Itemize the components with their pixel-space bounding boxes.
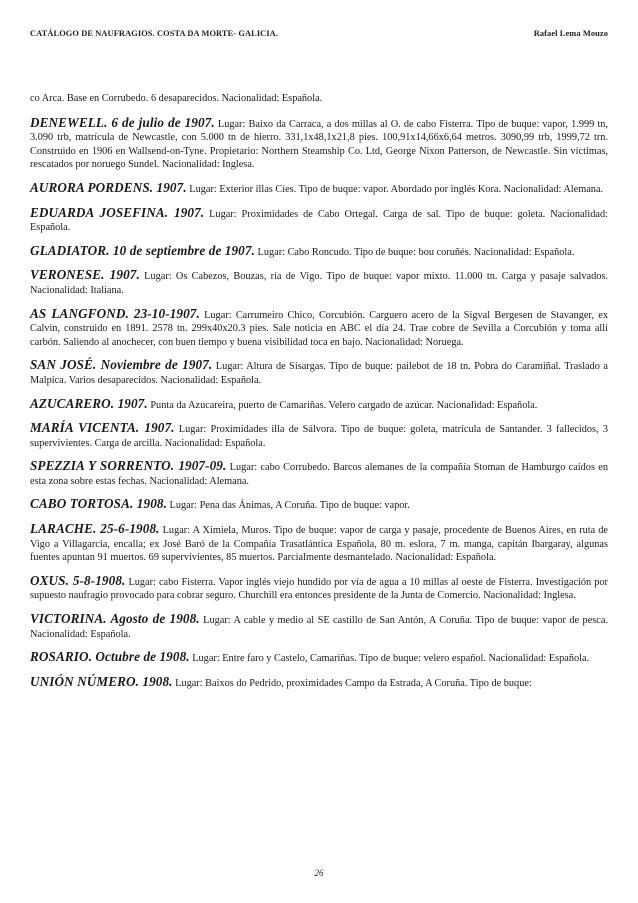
shipwreck-entry [30, 574, 608, 603]
entry-title: VERONESE. 1907. [30, 267, 140, 283]
entry-title: ROSARIO. Octubre de 1908. [30, 649, 190, 665]
entry-description: Lugar: Proximidades illa de Sálvora. Tipo de buque: goleta, matrícula de Santander. 3 fallecidos, 3 supervivientes. Carga de arcilla. Nacionalidad: Española. [30, 424, 609, 449]
shipwreck-entry [30, 650, 608, 666]
entry-title: UNIÓN NÚMERO. 1908. [30, 673, 173, 689]
shipwreck-entry [30, 206, 608, 235]
header-author: Rafael Lema Mouzo [533, 28, 608, 38]
entry-description: Lugar: Exterior illas Cíes. Tipo de buque: vapor. Abordado por inglés Kora. Nacionalidad: Alemana. [186, 183, 604, 195]
page-content [30, 92, 608, 699]
running-header [30, 27, 608, 39]
entry-title: EDUARDA JOSEFINA. 1907. [30, 204, 205, 220]
entry-description: Lugar: A cable y medio al SE castillo de San Antón, A Coruña. Tipo de buque: vapor de pesca. Nacionalidad: Española. [30, 615, 609, 640]
shipwreck-entry [30, 612, 608, 641]
entry-title: LARACHE. 25-6-1908. [30, 521, 160, 537]
shipwreck-entries [30, 116, 608, 691]
entry-description: Lugar: cabo Fisterra. Vapor inglés viejo hundido por vía de agua a 10 millas al oeste de Fisterra. Investigación por supuesto naufragio provocado para cobrar seguro. Churchill era entonces presidente de la Junta de Comercio. Nacionalidad: Inglesa. [30, 576, 608, 602]
entry-description: Lugar: cabo Corrubedo. Barcos alemanes de la compañía Stoman de Hamburgo caídos en esta zona sobre estas fechas. Nacionalidad: Alemana. [30, 462, 608, 487]
shipwreck-entry [30, 268, 608, 297]
entry-title: GLADIATOR. 10 de septiembre de 1907. [30, 242, 255, 258]
entry-description: Lugar: Entre faro y Castelo, Camariñas. Tipo de buque: velero español. Nacionalidad: Española. [189, 653, 590, 665]
entry-title: AZUCARERO. 1907. [30, 395, 148, 411]
shipwreck-entry [30, 459, 608, 488]
entry-description: Lugar: Os Cabezos, Bouzas, ría de Vigo. Tipo de buque: vapor mixto. 11.000 tn. Carga y pasaje salvados. Nacionalidad: Italiana. [30, 271, 608, 296]
shipwreck-entry [30, 181, 608, 197]
shipwreck-entry [30, 497, 608, 513]
entry-title: SPEZZIA Y SORRENTO. 1907-09. [30, 458, 227, 474]
shipwreck-entry [30, 116, 608, 172]
entry-description: Lugar: A Ximiela, Muros. Tipo de buque: vapor de carga y pasaje, procedente de Buenos Aires, en ruta de Vigo a Villagarcia, encalla; ex José Baró de la Compañía Trasatlántica Española, 80 m. eslora, 7 m. manga, capitán Ibargaray, algunas fuentes apuntan 91 muertos. 69 supervivientes, 85 muertos. Parcialmente desmantelado. Nacionalidad: Española. [30, 525, 609, 564]
shipwreck-entry [30, 397, 608, 413]
entry-description: Lugar: Cabo Roncudo. Tipo de buque: bou coruñés. Nacionalidad: Española. [254, 246, 575, 258]
entry-title: CABO TORTOSA. 1908. [30, 496, 167, 512]
shipwreck-entry [30, 421, 608, 450]
entry-description: Lugar: Pena das Ánimas, A Coruña. Tipo de buque: vapor. [166, 500, 410, 512]
entry-title: OXUS. 5-8-1908. [30, 572, 126, 588]
entry-description: Lugar: Baixos do Pedrido, proximidades Campo da Estrada, A Coruña. Tipo de buque: [172, 677, 532, 689]
entry-title: VICTORINA. Agosto de 1908. [30, 611, 200, 627]
shipwreck-entry [30, 244, 608, 260]
shipwreck-entry [30, 522, 608, 565]
entry-description: Lugar: Baixo da Carraca, a dos millas al O. de cabo Fisterra. Tipo de buque: vapor, 1.999 tn, 3.090 trb, matrícula de Newcastle, con 5.000 tn de hierro. 331,1x48,1x21,8 pies. 100,91x14,66x6,64 metros. 3090,99 trb, 1999,72 trn. Construido en 1906 en Wallsend-on-Tyne. Propietario: Northern Steamship Co. Ltd, George Nixon Patterson, de Newcastle. Sin víctimas, rescatados por noruego Sundel. Nacionalidad: Inglesa. [30, 118, 608, 171]
shipwreck-entry [30, 675, 608, 691]
entry-title: AS LANGFOND. 23-10-1907. [30, 305, 200, 321]
header-catalog-title: CATÁLOGO DE NAUFRAGIOS. COSTA DA MORTE- GALICIA. [30, 28, 279, 38]
entry-description: Lugar: Proximidades de Cabo Ortegal. Carga de sal. Tipo de buque: goleta. Nacionalidad: Española. [30, 208, 608, 234]
entry-title: AURORA PORDENS. 1907. [30, 179, 187, 195]
entry-description: Lugar: Altura de Sisargas. Tipo de buque: pailebot de 18 tn. Pobra do Caramiñal. Traslado a Malpica. Varios desaparecidos. Nacionalidad: Española. [30, 361, 608, 386]
intro-paragraph: co Arca. Base en Corrubedo. 6 desaparecidos. Nacionalidad: Española. [30, 93, 323, 104]
entry-description: Punta da Azucareira, puerto de Camariñas. Velero cargado de azúcar. Nacionalidad: Española. [147, 399, 538, 411]
page-number: 26 [314, 868, 324, 878]
entry-title: MARÍA VICENTA. 1907. [30, 420, 175, 436]
entry-title: SAN JOSÉ. Noviembre de 1907. [30, 357, 213, 373]
entry-description: Lugar: Carrumeiro Chico, Corcubión. Carguero acero de la Sigval Bergesen de Stavanger, ex Calvin, construido en 1891. 2578 tn. 299x40x20.3 pies. Sale noticia en ABC el día 24. Trae cobre de Sevilla a Corcubión y toma allí carbón. Saliendo al anochecer, con buen tiempo y buena visibilidad toca en bajo. Nacionalidad: Noruega. [30, 309, 608, 348]
shipwreck-entry [30, 358, 608, 387]
shipwreck-entry [30, 307, 608, 350]
entry-title: DENEWELL. 6 de julio de 1907. [30, 114, 215, 130]
